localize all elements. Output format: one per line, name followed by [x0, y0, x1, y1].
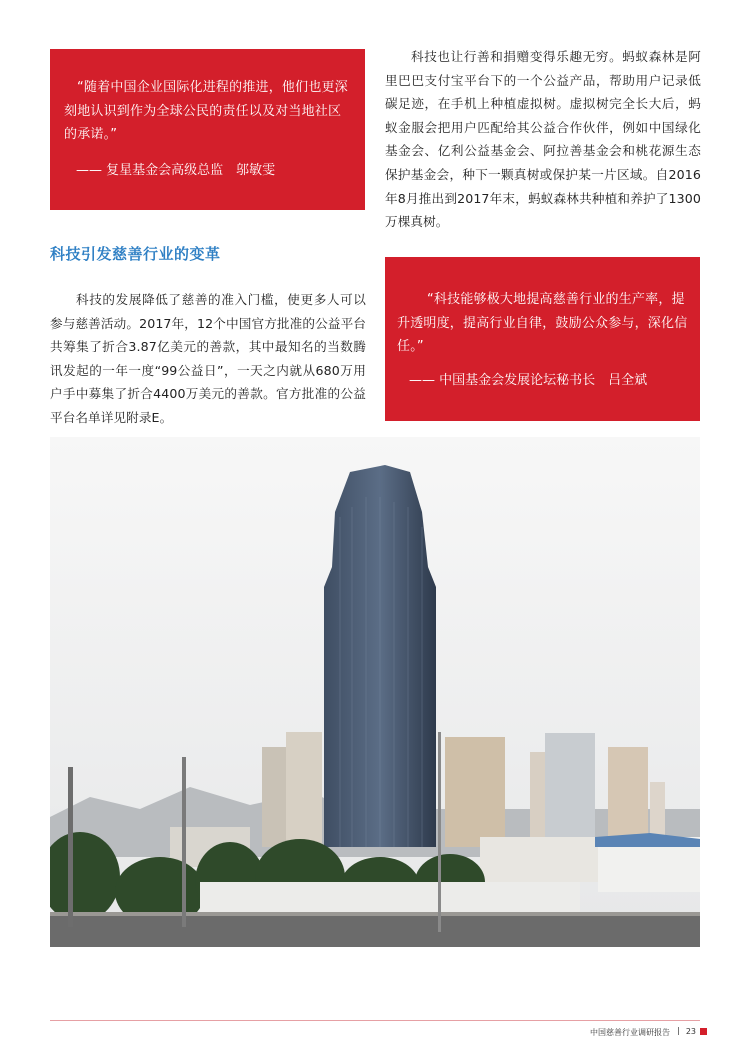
footer-marker-square: [700, 1028, 707, 1035]
footer-divider: [50, 1020, 700, 1021]
section-heading: 科技引发慈善行业的变革: [50, 245, 221, 263]
body-paragraph: 科技也让行善和捐赠变得乐趣无穷。蚂蚁森林是阿里巴巴支付宝平台下的一个公益产品，帮助用户记录低碳足迹，在手机上种植虚拟树。虚拟树完全长大后，蚂蚁金服会把用户匹配给其公益合作伙伴，例如中国绿化基金会、亿利公益基金会、阿拉善基金会和桃花源生态保护基金会，种下一颗真树或保护某一片区域。自2016年8月推出到2017年末，蚂蚁森林共种植和养护了1300万棵真树。: [385, 49, 701, 230]
quote-attribution: —— 复星基金会高级总监 邬敏雯: [76, 162, 276, 178]
skyscraper-photo: [50, 437, 700, 947]
footer-separator: |: [677, 1026, 680, 1035]
footer-report-title: 中国慈善行业调研报告: [590, 1028, 670, 1037]
quote-text: “随着中国企业国际化进程的推进，他们也更深刻地认识到作为全球公民的责任以及对当地社区的承诺。”: [64, 80, 348, 142]
quote-text: “科技能够极大地提高慈善行业的生产率，提升透明度，提高行业自律，鼓励公众参与，深化信任。”: [397, 292, 688, 354]
pull-quote-box: [385, 257, 700, 421]
body-paragraph: 科技的发展降低了慈善的准入门槛，使更多人可以参与慈善活动。2017年，12个中国官方批准的公益平台共筹集了折合3.87亿美元的善款，其中最知名的当数腾讯发起的一年一度“99公益日”，一天之内就从680万用户手中募集了折合4400万美元的善款。官方批准的公益平台名单详见附录E。: [50, 292, 366, 425]
page-number: 23: [685, 1027, 696, 1036]
pull-quote-box: [50, 49, 365, 210]
quote-attribution: —— 中国基金会发展论坛秘书长 吕全斌: [409, 372, 648, 388]
